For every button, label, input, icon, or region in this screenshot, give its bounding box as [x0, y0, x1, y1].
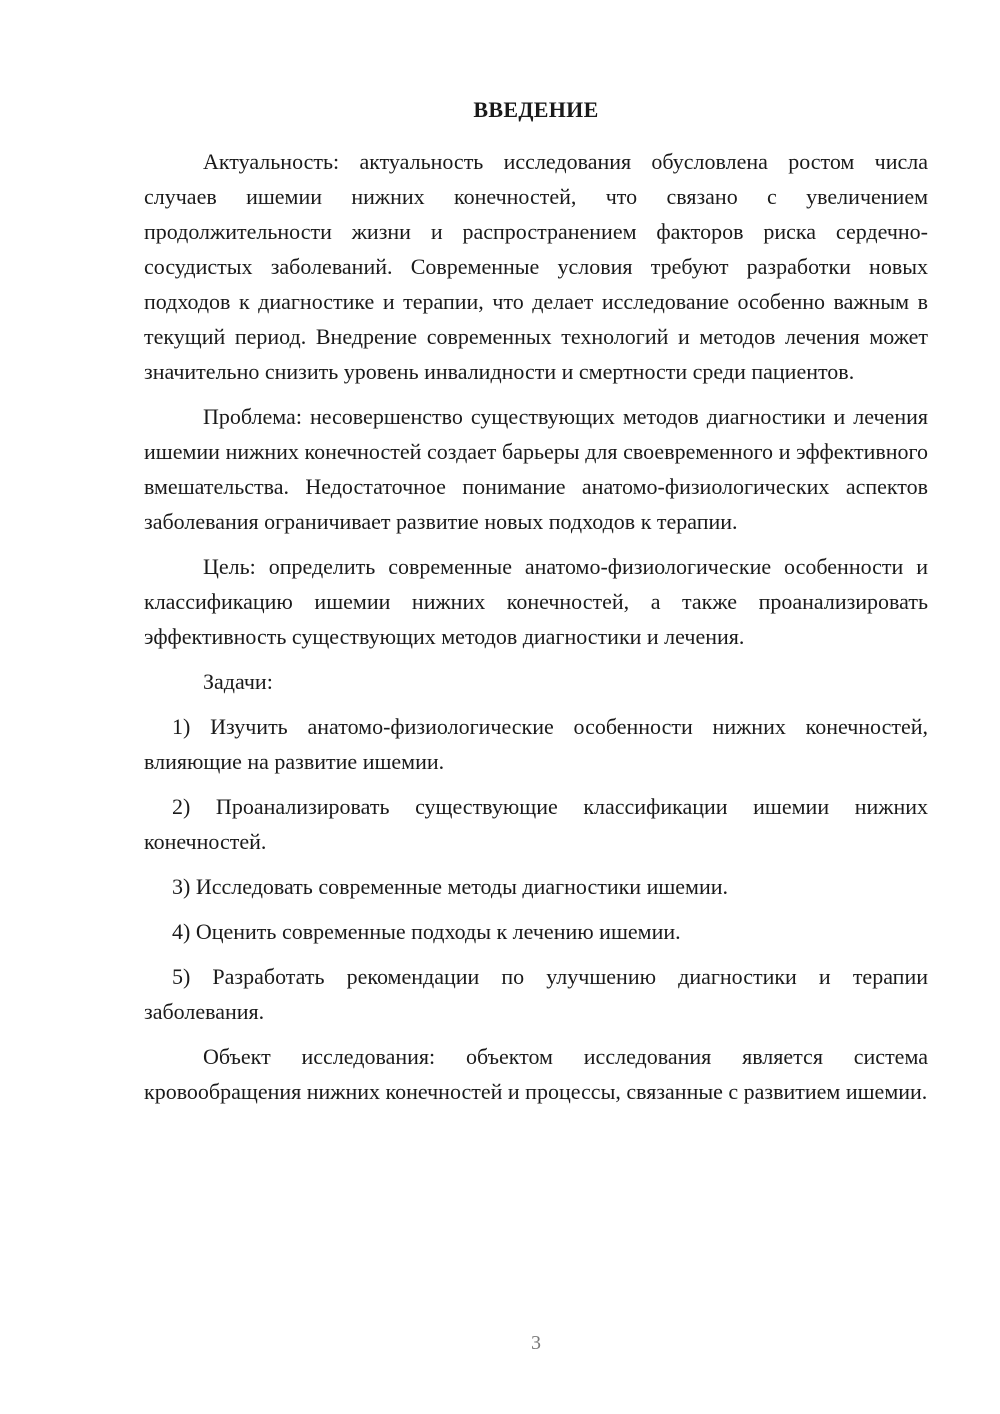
problem-paragraph: Проблема: несовершенство существующих методов диагностики и лечения ишемии нижних конечностей создает барьеры для своевременного и эффективного вмешательства. Недостаточное понимание анатомо-физиологических аспектов заболевания ограничивает развитие новых подходов к терапии.: [144, 404, 928, 534]
task-item-5: 5) Разработать рекомендации по улучшению диагностики и терапии заболевания.: [144, 964, 928, 1024]
object-paragraph: Объект исследования: объектом исследования является система кровообращения нижних конечностей и процессы, связанные с развитием ишемии.: [144, 1044, 928, 1104]
page-heading: ВВЕДЕНИЕ: [473, 97, 599, 122]
relevance-paragraph: Актуальность: актуальность исследования обусловлена ростом числа случаев ишемии нижних конечностей, что связано с увеличением продолжительности жизни и распространением факторов риска сердечно-сосудистых заболеваний. Современные условия требуют разработки новых подходов к диагностике и терапии, что делает исследование особенно важным в текущий период. Внедрение современных технологий и методов лечения может значительно снизить уровень инвалидности и смертности среди пациентов.: [144, 149, 928, 384]
task-item-2: 2) Проанализировать существующие классификации ишемии нижних конечностей.: [144, 794, 928, 854]
task-item-1: 1) Изучить анатомо-физиологические особенности нижних конечностей, влияющие на развитие ишемии.: [144, 714, 928, 774]
goal-paragraph: Цель: определить современные анатомо-физиологические особенности и классификацию ишемии нижних конечностей, а также проанализировать эффективность существующих методов диагностики и лечения.: [144, 554, 928, 649]
tasks-heading: Задачи:: [203, 669, 273, 694]
page-content: [144, 92, 928, 1119]
task-item-4: 4) Оценить современные подходы к лечению ишемии.: [172, 919, 681, 944]
task-item-3: 3) Исследовать современные методы диагностики ишемии.: [172, 874, 729, 899]
page-number: 3: [531, 1332, 541, 1354]
